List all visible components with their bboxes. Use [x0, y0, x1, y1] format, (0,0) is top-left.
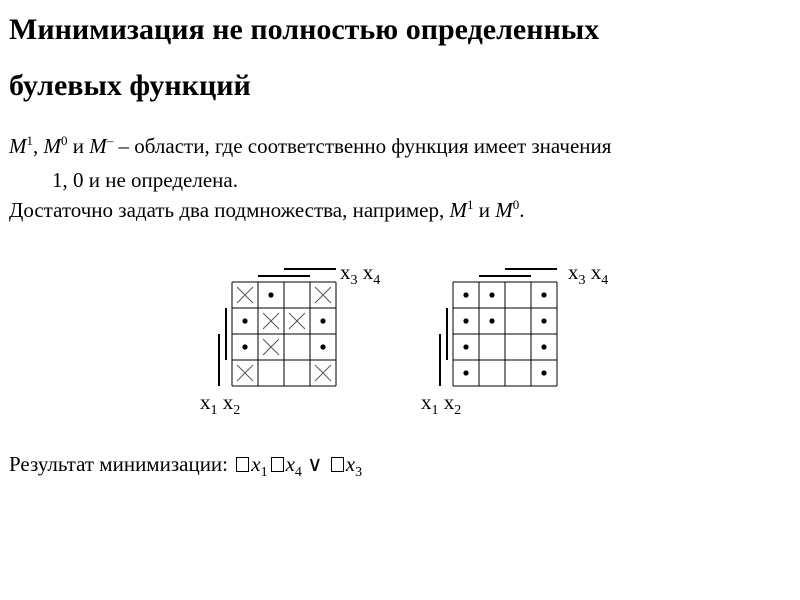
km2-column-label — [568, 260, 609, 289]
subset-paragraph — [9, 197, 525, 223]
disjunction-symbol: ∨ — [301, 452, 328, 476]
title-line-1: Минимизация не полностью определенных — [9, 13, 600, 46]
title-line-2: булевых функций — [9, 69, 251, 102]
set-m0-symbol: M — [43, 134, 61, 158]
one-value-dot-icon — [242, 318, 247, 323]
dont-care-cross-icon — [315, 287, 331, 303]
dont-care-cross-icon — [237, 287, 253, 303]
one-value-dot-icon — [489, 292, 494, 297]
dont-care-cross-icon — [289, 313, 305, 329]
one-value-dot-icon — [541, 318, 546, 323]
one-value-dot-icon — [268, 292, 273, 297]
one-value-dot-icon — [489, 318, 494, 323]
negation-box-icon — [331, 457, 344, 472]
definition-paragraph — [9, 133, 611, 159]
one-value-dot-icon — [463, 370, 468, 375]
x3-sub: 3 — [578, 273, 586, 289]
x2-sub: 2 — [454, 403, 462, 419]
result-sub-4: 4 — [294, 465, 302, 481]
dont-care-cross-icon — [263, 313, 279, 329]
subset-text: Достаточно задать два подмножества, например, — [9, 198, 450, 222]
x1-var: x — [200, 390, 211, 414]
sup-1: 1 — [467, 197, 474, 212]
sup-0: 0 — [512, 197, 520, 212]
sup-1: 1 — [26, 133, 33, 148]
result-sub-3: 3 — [355, 465, 363, 481]
km2-row-label — [421, 390, 462, 419]
sup-0: 0 — [61, 133, 68, 148]
result-term-x3: x — [345, 452, 356, 476]
x3-var: x — [340, 260, 351, 284]
definition-line-2: 1, 0 и не определена. — [52, 168, 238, 192]
x3-sub: 3 — [350, 273, 358, 289]
one-value-dot-icon — [463, 318, 468, 323]
one-value-dot-icon — [320, 344, 325, 349]
set-m1-symbol: M — [9, 134, 27, 158]
one-value-dot-icon — [541, 344, 546, 349]
one-value-dot-icon — [242, 344, 247, 349]
x2-var: x — [222, 390, 234, 414]
sup-dash: – — [106, 133, 114, 148]
result-term-x1: x — [251, 452, 261, 476]
result-sub-1: 1 — [260, 465, 268, 481]
one-value-dot-icon — [463, 292, 468, 297]
x1-var: x — [421, 390, 432, 414]
set-m0-symbol: M — [495, 198, 513, 222]
karnaugh-map-1 — [195, 255, 395, 420]
one-value-dot-icon — [320, 318, 325, 323]
negation-box-icon — [236, 457, 249, 472]
negation-box-icon — [271, 457, 284, 472]
dont-care-cross-icon — [315, 365, 331, 381]
result-term-x4: x — [285, 452, 295, 476]
minimization-result — [9, 450, 363, 481]
set-mdash-symbol: M — [89, 134, 107, 158]
and-word: и — [473, 198, 496, 222]
x4-sub: 4 — [601, 273, 609, 289]
x3-var: x — [568, 260, 579, 284]
x2-sub: 2 — [233, 403, 241, 419]
dont-care-cross-icon — [263, 339, 279, 355]
one-value-dot-icon — [541, 292, 546, 297]
one-value-dot-icon — [463, 344, 468, 349]
km1-column-label — [340, 260, 381, 289]
slide-title — [9, 2, 789, 114]
x2-var: x — [443, 390, 455, 414]
karnaugh-map-2 — [418, 255, 618, 420]
x4-sub: 4 — [373, 273, 381, 289]
separator: , — [33, 134, 44, 158]
x4-var: x — [590, 260, 602, 284]
x4-var: x — [362, 260, 374, 284]
one-value-dot-icon — [541, 370, 546, 375]
period: . — [519, 198, 525, 222]
result-label: Результат минимизации: — [9, 452, 234, 476]
x1-sub: 1 — [210, 403, 218, 419]
x1-sub: 1 — [431, 403, 439, 419]
set-m1-symbol: M — [449, 198, 467, 222]
definition-text: – области, где соответственно функция имеет значения — [113, 134, 612, 158]
km1-row-label — [200, 390, 241, 419]
and-word: и — [67, 134, 90, 158]
dont-care-cross-icon — [237, 365, 253, 381]
